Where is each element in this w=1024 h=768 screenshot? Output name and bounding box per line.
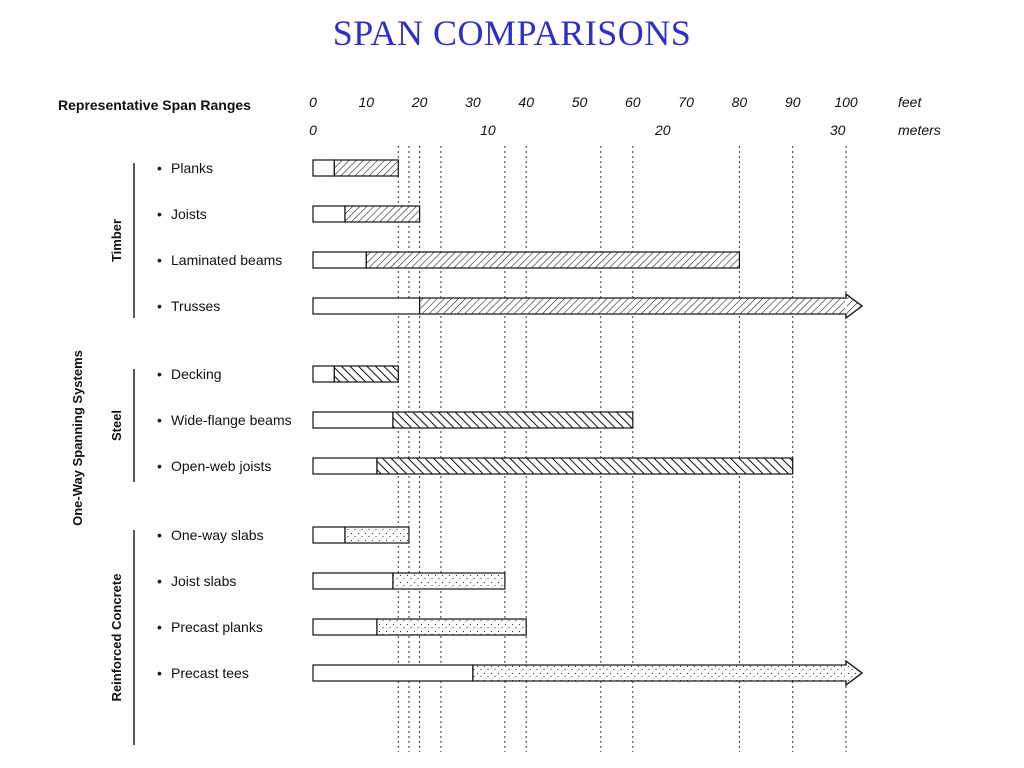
span-row <box>157 573 505 589</box>
row-label: Precast planks <box>171 619 263 635</box>
one-way-spanning-systems-label: One-Way Spanning Systems <box>70 350 85 526</box>
bar-arrowhead <box>846 294 862 318</box>
feet-tick-label: 40 <box>518 94 534 110</box>
row-label: Decking <box>171 366 222 382</box>
feet-tick-label: 60 <box>625 94 641 110</box>
meters-tick-label: 20 <box>654 122 671 138</box>
slide-title: SPAN COMPARISONS <box>332 13 692 53</box>
row-label: Laminated beams <box>171 252 283 268</box>
bar-minimum-segment <box>313 458 377 474</box>
span-row <box>157 527 409 543</box>
span-row <box>157 661 862 685</box>
guide-lines <box>398 146 846 752</box>
bar-range-segment <box>334 160 398 176</box>
bar-range-segment <box>366 252 739 268</box>
span-row <box>157 366 398 382</box>
feet-tick-label: 30 <box>465 94 481 110</box>
row-bullet: • <box>157 366 162 382</box>
row-label: Joist slabs <box>171 573 237 589</box>
bar-range-segment <box>345 527 409 543</box>
bar-minimum-segment <box>313 573 393 589</box>
feet-tick-label: 10 <box>358 94 375 110</box>
feet-tick-label: 80 <box>731 94 748 110</box>
row-label: Wide-flange beams <box>171 412 292 428</box>
meters-tick-label: 10 <box>480 122 496 138</box>
bar-minimum-segment <box>313 665 473 681</box>
feet-tick-label: 20 <box>411 94 428 110</box>
span-row <box>157 252 739 268</box>
span-rows <box>157 160 862 685</box>
row-label: Open-web joists <box>171 458 272 474</box>
meters-tick-label: 30 <box>829 122 846 138</box>
bar-minimum-segment <box>313 366 334 382</box>
row-bullet: • <box>157 665 162 681</box>
meters-axis <box>309 122 941 138</box>
feet-tick-label: 70 <box>678 94 694 110</box>
bar-minimum-segment <box>313 160 334 176</box>
row-label: Precast tees <box>171 665 249 681</box>
span-row <box>157 294 862 318</box>
row-bullet: • <box>157 458 162 474</box>
chart-title: Representative Span Ranges <box>58 97 251 113</box>
bar-minimum-segment <box>313 527 345 543</box>
row-bullet: • <box>157 412 162 428</box>
bar-range-segment <box>473 665 846 681</box>
bar-minimum-segment <box>313 252 366 268</box>
row-bullet: • <box>157 619 162 635</box>
bar-arrowhead <box>846 661 862 685</box>
group-brackets <box>109 163 134 745</box>
meters-unit-label: meters <box>898 122 941 138</box>
bar-range-segment <box>420 298 846 314</box>
span-row <box>157 458 793 474</box>
feet-axis <box>309 94 922 110</box>
row-bullet: • <box>157 206 162 222</box>
bar-range-segment <box>345 206 420 222</box>
span-row <box>157 206 420 222</box>
feet-unit-label: feet <box>898 94 922 110</box>
row-label: One-way slabs <box>171 527 264 543</box>
span-row <box>157 160 398 176</box>
bar-minimum-segment <box>313 206 345 222</box>
span-row <box>157 412 633 428</box>
bar-minimum-segment <box>313 412 393 428</box>
row-bullet: • <box>157 252 162 268</box>
row-bullet: • <box>157 573 162 589</box>
row-label: Planks <box>171 160 214 176</box>
row-bullet: • <box>157 527 162 543</box>
group-label: Timber <box>109 218 124 263</box>
feet-tick-label: 90 <box>784 94 801 110</box>
bar-range-segment <box>393 573 505 589</box>
row-label: Joists <box>171 206 207 222</box>
bar-range-segment <box>334 366 398 382</box>
bar-minimum-segment <box>313 619 377 635</box>
bar-range-segment <box>393 412 633 428</box>
row-label: Trusses <box>171 298 221 314</box>
row-bullet: • <box>157 298 162 314</box>
bar-range-segment <box>377 458 793 474</box>
group-label: Reinforced Concrete <box>109 573 124 702</box>
bar-minimum-segment <box>313 298 420 314</box>
bar-range-segment <box>377 619 526 635</box>
row-bullet: • <box>157 160 162 176</box>
feet-tick-label: 0 <box>309 94 317 110</box>
feet-tick-label: 50 <box>571 94 588 110</box>
group-label: Steel <box>109 409 124 442</box>
feet-tick-label: 100 <box>834 94 858 110</box>
meters-tick-label: 0 <box>309 122 317 138</box>
span-row <box>157 619 526 635</box>
